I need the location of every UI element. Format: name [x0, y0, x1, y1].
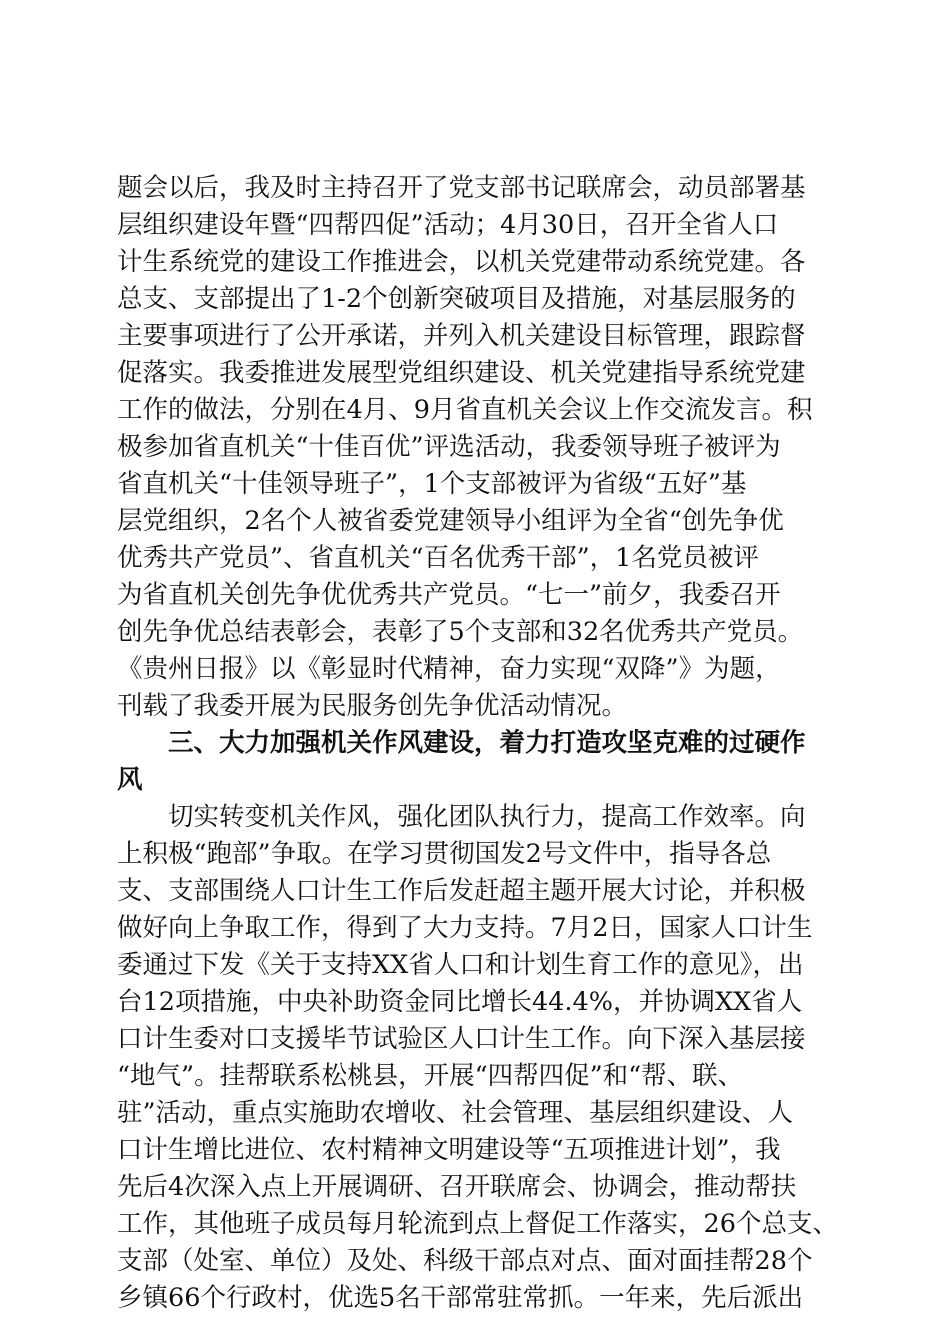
text-line: 层党组织，2名个人被省委党建领导小组评为全省“创先争优	[117, 506, 784, 536]
text-line: 省直机关“十佳领导班子”，1个支部被评为省级“五好”基	[117, 469, 747, 499]
text-line: 计生系统党的建设工作推进会，以机关党建带动系统党建。各	[117, 247, 806, 277]
text-line: “地气”。挂帮联系松桃县，开展“四帮四促”和“帮、联、	[117, 1061, 744, 1091]
text-line: 为省直机关创先争优优秀共产党员。“七一”前夕，我委召开	[117, 580, 781, 610]
text-line: 《贵州日报》以《彰显时代精神，奋力实现“双降”》为题，	[117, 654, 781, 684]
text-line: 驻”活动，重点实施助农增收、社会管理、基层组织建设、人	[117, 1098, 794, 1128]
text-line: 题会以后，我及时主持召开了党支部书记联席会，动员部署基	[117, 173, 806, 203]
text-line: 极参加省直机关“十佳百优”评选活动，我委领导班子被评为	[117, 432, 781, 462]
heading-line: 三、大力加强机关作风建设，着力打造攻坚克难的过硬作	[117, 728, 806, 758]
text-line: 台12项措施，中央补助资金同比增长44.4%，并协调XX省人	[117, 987, 803, 1017]
text-line: 促落实。我委推进发展型党组织建设、机关党建指导系统党建	[117, 358, 806, 388]
text-line: 切实转变机关作风，强化团队执行力，提高工作效率。向	[117, 802, 806, 832]
text-line: 做好向上争取工作，得到了大力支持。7月2日，国家人口计生	[117, 913, 813, 943]
text-line: 支、支部围绕人口计生工作后发赶超主题开展大讨论，并积极	[117, 876, 806, 906]
text-line: 委通过下发《关于支持XX省人口和计划生育工作的意见》，出	[117, 950, 804, 980]
heading-line: 风	[117, 765, 143, 795]
text-line: 支部（处室、单位）及处、科级干部点对点、面对面挂帮28个	[117, 1246, 813, 1276]
text-line: 口计生委对口支援毕节试验区人口计生工作。向下深入基层接	[117, 1024, 806, 1054]
text-line: 口计生增比进位、农村精神文明建设等“五项推进计划”，我	[117, 1135, 781, 1165]
text-line: 创先争优总结表彰会，表彰了5个支部和32名优秀共产党员。	[117, 617, 804, 647]
text-line: 优秀共产党员”、省直机关“百名优秀干部”，1名党员被评	[117, 543, 759, 573]
text-line: 层组织建设年暨“四帮四促”活动；4月30日，召开全省人口	[117, 210, 779, 240]
text-line: 乡镇66个行政村，优选5名干部常驻常抓。一年来，先后派出	[117, 1283, 804, 1313]
text-line: 工作，其他班子成员每月轮流到点上督促工作落实，26个总支、	[117, 1209, 838, 1239]
text-line: 上积极“跑部”争取。在学习贯彻国发2号文件中，指导各总	[117, 839, 772, 869]
text-line: 先后4次深入点上开展调研、召开联席会、协调会，推动帮扶	[117, 1172, 797, 1202]
text-line: 刊载了我委开展为民服务创先争优活动情况。	[117, 691, 628, 721]
text-line: 总支、支部提出了1-2个创新突破项目及措施，对基层服务的	[117, 284, 796, 314]
text-line: 主要事项进行了公开承诺，并列入机关建设目标管理，跟踪督	[117, 321, 806, 351]
text-line: 工作的做法，分别在4月、9月省直机关会议上作交流发言。积	[117, 395, 813, 425]
